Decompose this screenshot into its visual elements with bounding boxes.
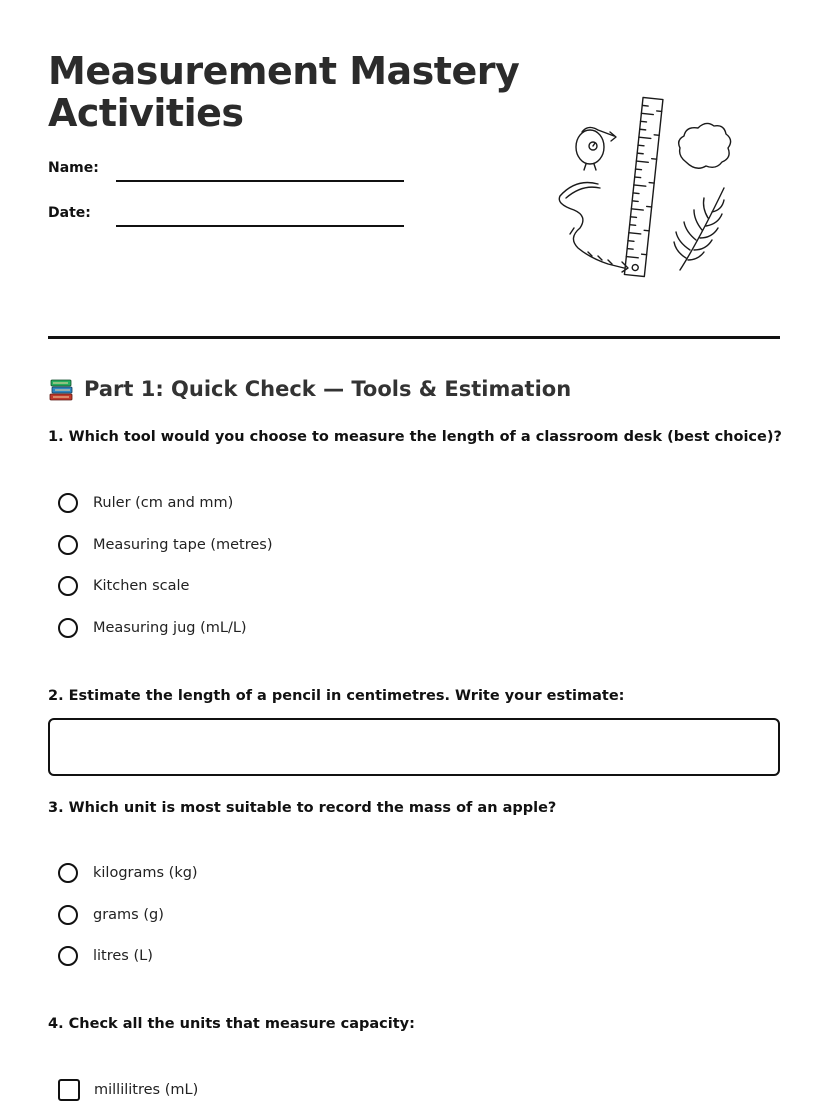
part1-heading-text: Part 1: Quick Check — Tools & Estimation xyxy=(84,377,572,401)
title-line-1: Measurement Mastery xyxy=(48,49,520,93)
option-label: millilitres (mL) xyxy=(94,1082,199,1098)
radio-button[interactable] xyxy=(58,535,78,555)
title-line-2: Activities xyxy=(48,91,244,135)
question-1: 1. Which tool would you choose to measure the length of a classroom desk (best choice)? xyxy=(48,429,782,445)
date-label: Date: xyxy=(48,205,91,221)
radio-button[interactable] xyxy=(58,946,78,966)
cloud-icon xyxy=(679,123,731,168)
ruler-icon xyxy=(624,97,662,276)
option-label: grams (g) xyxy=(93,907,164,923)
q1-option-2[interactable] xyxy=(58,533,273,557)
q4-option-1[interactable] xyxy=(58,1078,198,1102)
section-divider xyxy=(48,336,780,339)
question-2: 2. Estimate the length of a pencil in centimetres. Write your estimate: xyxy=(48,688,625,704)
q1-option-3[interactable] xyxy=(58,574,189,598)
part1-heading xyxy=(48,374,571,404)
measurement-tools-illustration xyxy=(548,92,738,288)
q1-option-4[interactable] xyxy=(58,616,247,640)
worksheet-title xyxy=(48,50,519,134)
q3-option-3[interactable] xyxy=(58,944,153,968)
question-4: 4. Check all the units that measure capacity: xyxy=(48,1016,415,1032)
clock-icon xyxy=(576,127,616,170)
option-label: Kitchen scale xyxy=(93,578,190,594)
name-field[interactable] xyxy=(116,180,404,182)
books-icon xyxy=(48,376,74,402)
fern-leaf-icon xyxy=(674,188,724,270)
question-3: 3. Which unit is most suitable to record the mass of an apple? xyxy=(48,800,557,816)
option-label: Ruler (cm and mm) xyxy=(93,495,234,511)
radio-button[interactable] xyxy=(58,863,78,883)
checkbox[interactable] xyxy=(58,1079,80,1101)
measuring-tape-icon xyxy=(559,183,628,273)
name-label: Name: xyxy=(48,160,99,176)
radio-button[interactable] xyxy=(58,493,78,513)
option-label: litres (L) xyxy=(93,948,153,964)
option-label: kilograms (kg) xyxy=(93,865,198,881)
pencil-estimate-input[interactable] xyxy=(48,718,780,776)
date-field[interactable] xyxy=(116,225,404,227)
q1-option-1[interactable] xyxy=(58,491,233,515)
option-label: Measuring jug (mL/L) xyxy=(93,620,247,636)
radio-button[interactable] xyxy=(58,905,78,925)
q3-option-1[interactable] xyxy=(58,861,198,885)
radio-button[interactable] xyxy=(58,618,78,638)
option-label: Measuring tape (metres) xyxy=(93,537,273,553)
q3-option-2[interactable] xyxy=(58,903,164,927)
radio-button[interactable] xyxy=(58,576,78,596)
